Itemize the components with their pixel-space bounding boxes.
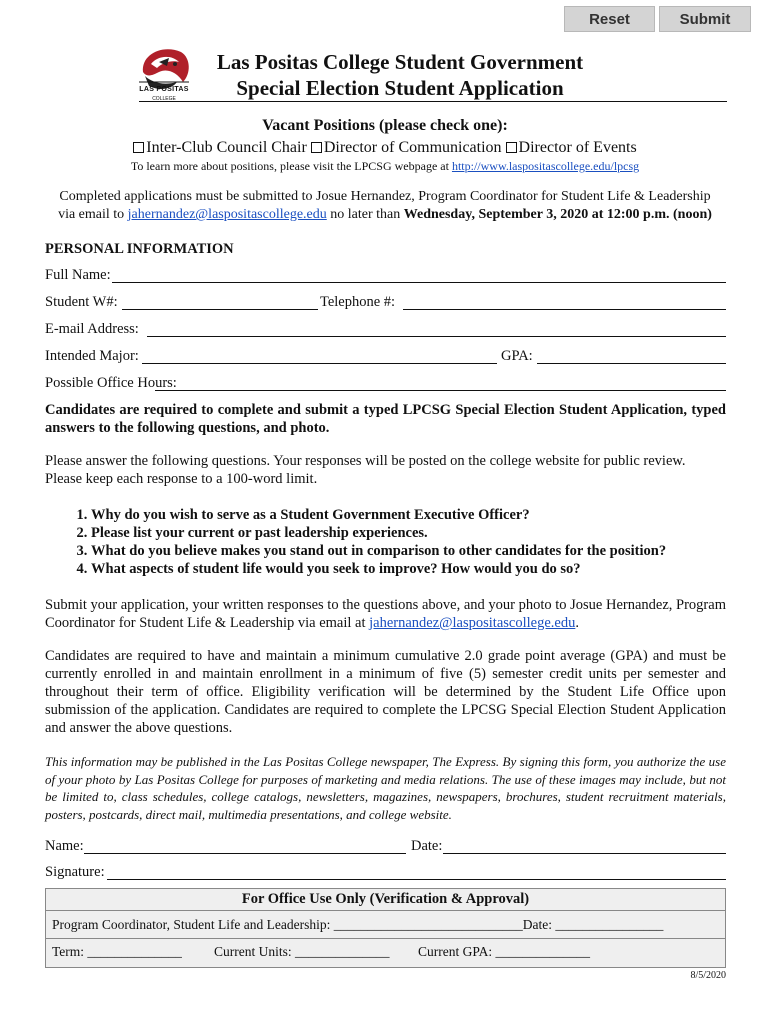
date-field[interactable] <box>443 839 726 854</box>
gpa-label: GPA: <box>501 348 533 364</box>
reset-button[interactable]: Reset <box>564 6 655 32</box>
email-label: E-mail Address: <box>45 321 139 337</box>
lpcsg-link[interactable]: http://www.laspositascollege.edu/lpcsg <box>451 159 640 173</box>
question-1: 1. Why do you wish to serve as a Student Government Executive Officer? <box>91 506 726 524</box>
gpa-field[interactable] <box>537 349 726 364</box>
question-2: 2. Please list your current or past leadership experiences. <box>91 524 726 542</box>
logo-subtext: COLLEGE <box>152 96 176 102</box>
title-divider <box>139 101 727 102</box>
requirements-note: Candidates are required to complete and submit a typed LPCSG Special Election Student Application, typed answers to the following questions, and photo. <box>45 402 726 436</box>
gpa-requirements: Candidates are required to have and maintain a minimum cumulative 2.0 grade point average (GPA) and must be currently enrolled in and maintain enrollment in a minimum of five (5) semester credit units per semester and throughout their term of office. Eligibility verification will be determined by the Student Life Office upon submission of the application. Candidates are required to complete the LPCSG Special Election Student Application and answer the above questions. <box>45 648 726 736</box>
footer-date: 8/5/2020 <box>690 970 726 981</box>
positions-options <box>0 139 770 157</box>
page-title-line1: Las Positas College Student Government <box>216 50 584 74</box>
submission-line1: Completed applications must be submitted to Josue Hernandez, Program Coordinator for Student Life & Leadership <box>59 189 711 204</box>
full-name-label: Full Name: <box>45 267 111 283</box>
college-logo <box>133 42 195 116</box>
office-use-heading: For Office Use Only (Verification & Approval) <box>241 891 530 907</box>
logo-text: LAS POSITAS <box>139 86 189 93</box>
checkbox-communication[interactable] <box>311 142 322 153</box>
office-gpa-line: Current GPA: ______________ <box>418 944 591 959</box>
major-field[interactable] <box>142 349 497 364</box>
telephone-field[interactable] <box>403 295 726 310</box>
submission-email-link[interactable]: jahernandez@laspositascollege.edu <box>127 207 327 222</box>
office-divider-2 <box>46 938 725 939</box>
office-hours-field[interactable] <box>155 376 726 391</box>
submit-email-link[interactable]: jahernandez@laspositascollege.edu <box>369 615 576 631</box>
personal-heading: PERSONAL INFORMATION <box>45 241 234 257</box>
learn-more: To learn more about positions, please visit the LPCSG webpage at http://www.laspositascollege.edu/lpcsg <box>130 159 640 173</box>
major-label: Intended Major: <box>45 348 139 364</box>
page-title-line2: Special Election Student Application <box>236 76 564 100</box>
submit-instructions: Submit your application, your written responses to the questions above, and your photo to Josue Hernandez, Program Coordinator for Student Life & Leadership via email at jahernandez@laspositascollege.edu. <box>45 597 726 631</box>
student-w-field[interactable] <box>122 295 318 310</box>
office-use-box <box>45 888 726 968</box>
term-line: Term: ______________ <box>52 944 182 959</box>
submission-line2: via email to jahernandez@laspositascollege.edu no later than Wednesday, September 3, 2020 at 12:00 p.m. (noon) <box>58 207 712 222</box>
date-label: Date: <box>411 838 443 854</box>
positions-heading: Vacant Positions (please check one): <box>262 117 508 134</box>
name-label: Name: <box>45 838 84 854</box>
name-field[interactable] <box>84 839 406 854</box>
office-hours-label: Possible Office Hours: <box>45 375 177 391</box>
student-w-label: Student W#: <box>45 294 118 310</box>
signature-label: Signature: <box>45 864 105 880</box>
email-field[interactable] <box>147 322 726 337</box>
office-divider-1 <box>46 910 725 911</box>
disclaimer: This information may be published in the Las Positas College newspaper, The Express. By signing this form, you authorize the use of your photo by Las Positas College for purposes of marketing and media relations. The use of these images may include, but not be limited to, class schedules, college catalogs, newsletters, magazines, newspapers, brochures, student recruitment materials, posters, postcards, direct mail, multimedia presentations, and college website. <box>45 754 726 822</box>
full-name-field[interactable] <box>112 268 726 283</box>
coordinator-line: Program Coordinator, Student Life and Leadership: ____________________________Date: ________________ <box>52 917 664 932</box>
hawk-logo-icon <box>133 42 195 116</box>
question-3: 3. What do you believe makes you stand out in comparison to other candidates for the position? <box>91 542 726 560</box>
telephone-label: Telephone #: <box>320 294 396 310</box>
checkbox-events[interactable] <box>506 142 517 153</box>
option-events[interactable]: Director of Events <box>506 139 637 156</box>
questions-list <box>45 506 726 578</box>
deadline: Wednesday, September 3, 2020 at 12:00 p.m. (noon) <box>403 207 712 222</box>
units-line: Current Units: ______________ <box>214 944 390 959</box>
submit-button[interactable]: Submit <box>659 6 751 32</box>
instructions: Please answer the following questions. Your responses will be posted on the college website for public review. Please keep each response to a 100-word limit. <box>45 453 686 487</box>
option-inter-club[interactable]: Inter-Club Council Chair <box>133 139 307 156</box>
question-4: 4. What aspects of student life would you seek to improve? How would you do so? <box>91 560 726 578</box>
option-communication[interactable]: Director of Communication <box>311 139 502 156</box>
signature-field[interactable] <box>107 865 726 880</box>
checkbox-inter-club[interactable] <box>133 142 144 153</box>
